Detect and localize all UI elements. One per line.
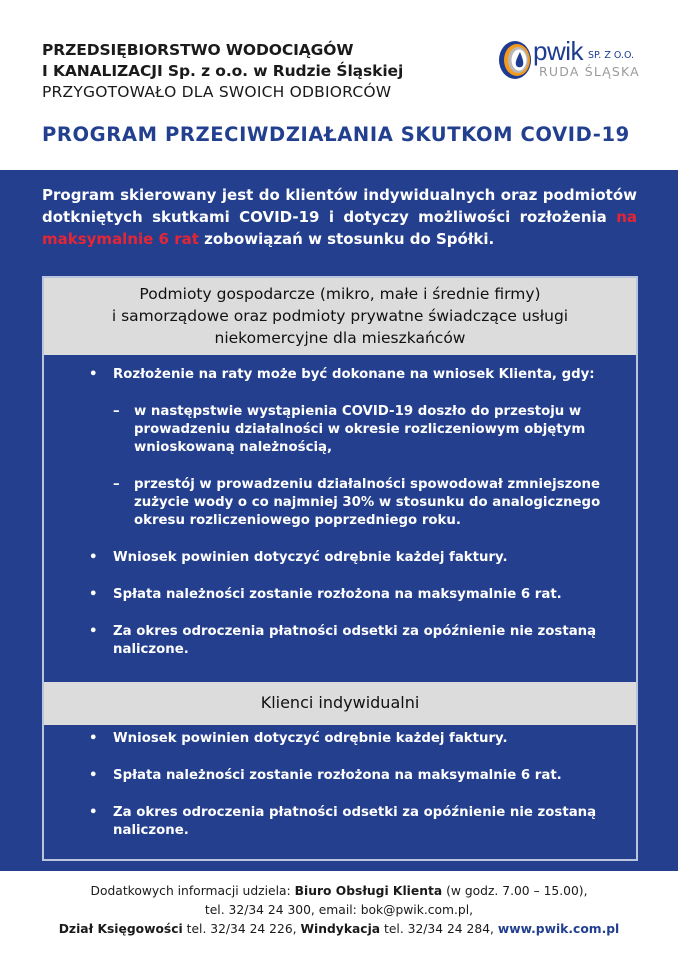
footer-text: tel. 32/34 24 284, <box>380 922 498 936</box>
list-item <box>44 804 636 840</box>
customer-service-label: Biuro Obsługi Klienta <box>294 884 443 898</box>
intro-highlight: na maksymalnie 6 rat <box>42 208 637 248</box>
bullet-icon: • <box>89 587 98 602</box>
list-item-text: Spłata należności zostanie rozłożona na maksymalnie 6 rat. <box>113 587 562 602</box>
list-item <box>44 586 636 604</box>
organization-name <box>42 40 482 103</box>
section-heading-businesses <box>44 278 636 355</box>
list-item-text: Rozłożenie na raty może być dokonane na wniosek Klienta, gdy: <box>113 367 595 382</box>
footer-text: tel. 32/34 24 226, <box>182 922 301 936</box>
section-heading-individuals <box>44 682 636 725</box>
bullet-icon: • <box>89 805 98 820</box>
intro-text-2: zobowiązań w stosunku do Spółki. <box>198 230 495 248</box>
bullet-icon: • <box>89 768 98 783</box>
list-item <box>44 623 636 659</box>
org-line-1: PRZEDSIĘBIORSTWO WODOCIĄGÓW <box>42 41 354 59</box>
document-header <box>0 0 678 170</box>
page-title: PROGRAM PRZECIWDZIAŁANIA SKUTKOM COVID-19 <box>42 123 630 146</box>
list-item <box>44 366 636 384</box>
heading-line: i samorządowe oraz podmioty prywatne świadczące usługi <box>111 307 569 325</box>
contact-footer <box>0 882 678 939</box>
sub-item-text: w następstwie wystąpienia COVID-19 doszło do przestoju w prowadzeniu działalności w okresie rozliczeniowym objętym wnioskowaną należnością, <box>134 404 586 455</box>
intro-paragraph <box>42 184 637 250</box>
businesses-conditions-list <box>44 366 636 678</box>
list-item <box>44 767 636 785</box>
heading-line: niekomercyjne dla mieszkańców <box>214 329 466 347</box>
bullet-icon: • <box>89 624 98 639</box>
pwik-drop-logo-icon <box>497 38 533 82</box>
list-item-text: Za okres odroczenia płatności odsetki za opóźnienie nie zostaną naliczone. <box>113 624 597 657</box>
bullet-icon: • <box>89 367 98 382</box>
footer-line-2: tel. 32/34 24 300, email: bok@pwik.com.pl, <box>204 903 474 917</box>
conditions-box <box>42 276 638 861</box>
list-item <box>44 549 636 567</box>
content-band <box>0 170 678 871</box>
org-line-3: PRZYGOTOWAŁO DLA SWOICH ODBIORCÓW <box>42 83 392 101</box>
individuals-conditions-list <box>44 730 636 859</box>
list-item-text: Wniosek powinien dotyczyć odrębnie każdej faktury. <box>113 550 508 565</box>
collections-label: Windykacja <box>300 922 381 936</box>
logo-legal-form: SP. Z O.O. <box>588 50 635 61</box>
pwik-logo <box>497 38 647 84</box>
sub-item-text: przestój w prowadzeniu działalności spowodował zmniejszone zużycie wody o co najmniej 30% w stosunku do analogicznego okresu rozliczeniowego poprzedniego roku. <box>134 477 601 528</box>
bullet-icon: • <box>89 550 98 565</box>
footer-text: Dodatkowych informacji udziela: <box>90 884 295 898</box>
footer-line-3 <box>0 920 678 939</box>
heading-line: Klienci indywidualni <box>260 693 420 712</box>
list-item <box>44 730 636 748</box>
dash-icon: – <box>113 477 120 492</box>
accounting-label: Dział Księgowości <box>58 922 183 936</box>
bullet-icon: • <box>89 731 98 746</box>
logo-city: RUDA ŚLĄSKA <box>539 64 640 79</box>
footer-text: (w godz. 7.00 – 15.00), <box>442 884 588 898</box>
intro-text-1: Program skierowany jest do klientów indywidualnych oraz podmiotów dotkniętych skutkami COVID-19 i dotyczy możliwości rozłożenia <box>42 186 637 226</box>
list-item-text: Za okres odroczenia płatności odsetki za opóźnienie nie zostaną naliczone. <box>113 805 597 838</box>
dash-icon: – <box>113 404 120 419</box>
org-line-2: I KANALIZACJI Sp. z o.o. w Rudzie Śląskiej <box>42 62 404 80</box>
footer-line-1 <box>0 882 678 901</box>
sub-list-item <box>44 403 636 457</box>
website-link[interactable]: www.pwik.com.pl <box>497 922 620 936</box>
list-item-text: Spłata należności zostanie rozłożona na maksymalnie 6 rat. <box>113 768 562 783</box>
heading-line: Podmioty gospodarcze (mikro, małe i średnie firmy) <box>139 285 541 303</box>
logo-brand: pwik <box>533 36 584 66</box>
sub-list-item <box>44 476 636 530</box>
list-item-text: Wniosek powinien dotyczyć odrębnie każdej faktury. <box>113 731 508 746</box>
